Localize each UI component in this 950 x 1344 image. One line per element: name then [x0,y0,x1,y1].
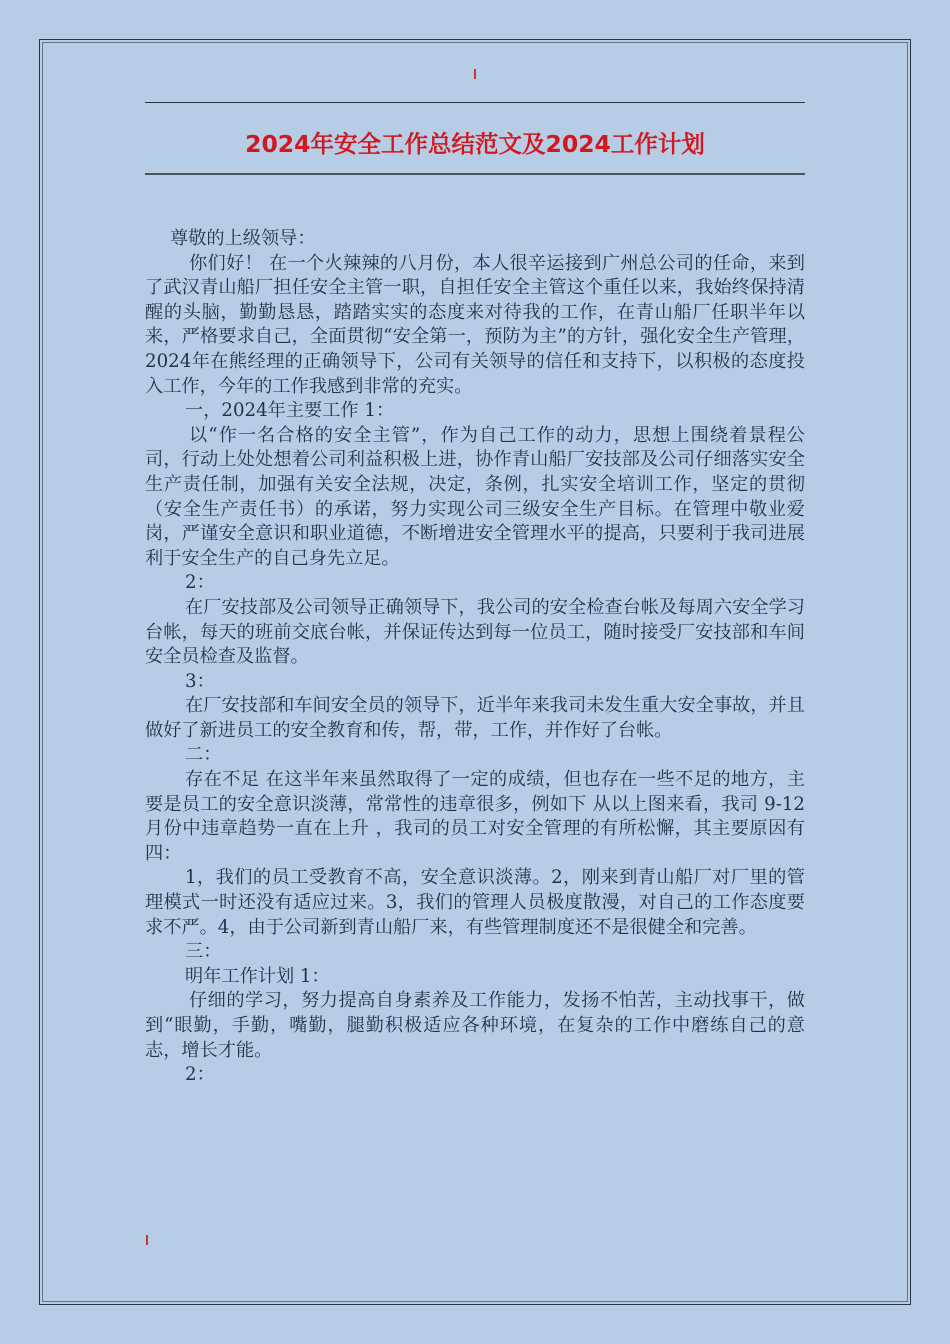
paragraph: 一，2024年主要工作 1： [185,400,395,422]
header-marker [474,69,476,79]
paragraph: 以“作一名合格的安全主管”，作为自己工作的动力，思想上围绕着景程公司，行动上处处想着公司利益积极上进，协作青山船厂安技部及公司仔细落实安全生产责任制，加强有关安全法规，决定，条例，扎实安全培训工作，坚定的贯彻（安全生产责任书）的承诺，努力实现公司三级安全生产目标。在管理中敬业爱岗，严谨安全意识和职业道德，不断增进安全管理水平的提高，只要利于我司进展利于安全生产的自己身先立足。 [145,424,805,569]
document-title: 2024年安全工作总结范文及2024工作计划 [245,130,705,158]
paragraph: 尊敬的上级领导： [170,228,316,249]
paragraph: 2： [185,1064,215,1086]
paragraph: 在厂安技部和车间安全员的领导下，近半年来我司未发生重大安全事故，并且做好了新进员工的安全教育和传，帮，带，工作，并作好了台帐。 [145,695,805,741]
paragraph: 三： [185,941,222,963]
paragraph: 在厂安技部及公司领导正确领导下，我公司的安全检查台帐及每周六安全学习台帐，每天的班前交底台帐，并保证传达到每一位员工，随时接受厂安技部和车间安全员检查及监督。 [145,596,805,668]
title-underline [145,173,805,175]
paragraph: 2： [185,572,215,594]
paragraph: 存在不足 在这半年来虽然取得了一定的成绩，但也存在一些不足的地方，主要是员工的安全意识淡薄，常常性的违章很多，例如下 从以上图来看，我司 9-12月份中违章趋势一直在上升 ，我司的员工对安全管理的有所松懈，其主要原因有四： [145,769,805,864]
document-body [145,227,805,1088]
paragraph: 二： [185,744,222,766]
footer-marker [146,1235,148,1245]
header-rule [145,102,805,103]
paragraph: 明年工作计划 1： [185,965,330,987]
paragraph: 3： [185,670,215,692]
paragraph: 1，我们的员工受教育不高，安全意识淡薄。2，刚来到青山船厂对厂里的管理模式一时还没有适应过来。3，我们的管理人员极度散漫，对自己的工作态度要求不严。4，由于公司新到青山船厂来，有些管理制度还不是很健全和完善。 [145,867,805,938]
paragraph: 你们好！ 在一个火辣辣的八月份，本人很辛运接到广州总公司的任命，来到了武汉青山船厂担任安全主管一职，自担任安全主管这个重任以来，我始终保持清醒的头脑，勤勤恳恳，踏踏实实的态度来对待我的工作，在青山船厂任职半年以来，严格要求自己，全面贯彻“安全第一，预防为主”的方针，强化安全生产管理，2024年在熊经理的正确领导下，公司有关领导的信任和支持下，以积极的态度投入工作，今年的工作我感到非常的充实。 [145,252,805,397]
paragraph: 仔细的学习，努力提高自身素养及工作能力，发扬不怕苦，主动找事干，做到“眼勤，手勤，嘴勤，腿勤积极适应各种环境，在复杂的工作中磨练自己的意志，增长才能。 [145,990,805,1061]
